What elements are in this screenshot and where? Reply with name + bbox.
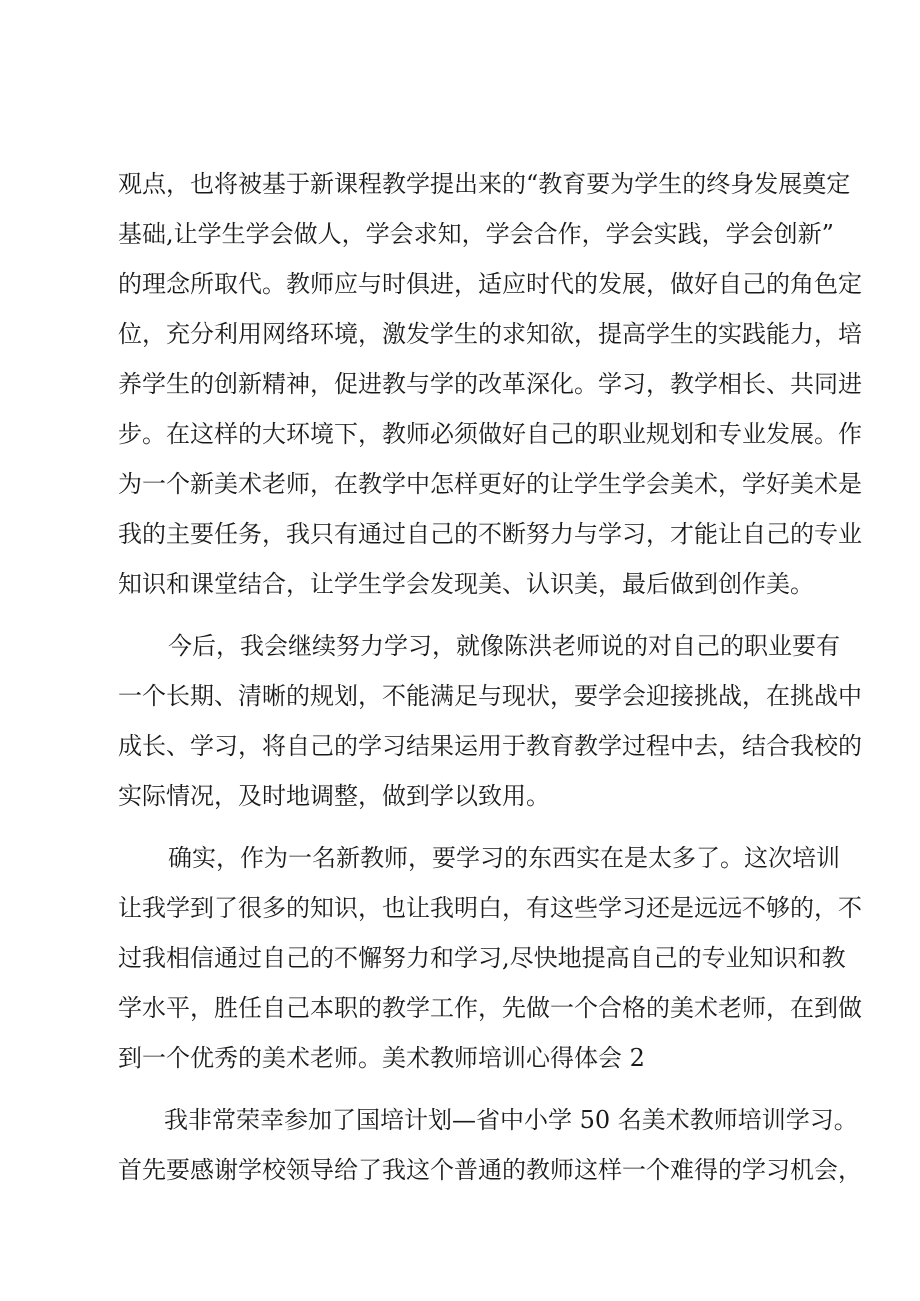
text-line: 到一个优秀的美术老师。美术教师培训心得体会 2: [118, 1044, 645, 1072]
text-line: 的理念所取代。教师应与时俱进，适应时代的发展，做好自己的角色定: [118, 270, 862, 298]
text-line: 观点，也将被基于新课程教学提出来的“教育要为学生的终身发展奠定: [118, 170, 851, 198]
text-line: 过我相信通过自己的不懈努力和学习,尽快地提高自己的专业知识和教: [118, 944, 846, 972]
text-line: 让我学到了很多的知识，也让我明白，有这些学习还是远远不够的，不: [118, 894, 862, 922]
text-line: 我的主要任务，我只有通过自己的不断努力与学习，才能让自己的专业: [118, 520, 862, 548]
paragraph-first-line: 确实，作为一名新教师，要学习的东西实在是太多了。这次培训: [168, 844, 840, 872]
text-line: 养学生的创新精神，促进教与学的改革深化。学习，教学相长、共同进: [118, 370, 862, 398]
text-line: 首先要感谢学校领导给了我这个普通的教师这样一个难得的学习机会，: [118, 1156, 862, 1184]
text-line: 为一个新美术老师，在教学中怎样更好的让学生学会美术，学好美术是: [118, 470, 862, 498]
text-line: 学水平，胜任自己本职的教学工作，先做一个合格的美术老师，在到做: [118, 994, 862, 1022]
paragraph-first-line: 今后，我会继续努力学习，就像陈洪老师说的对自己的职业要有: [168, 632, 840, 660]
text-line: 成长、学习，将自己的学习结果运用于教育教学过程中去，结合我校的: [118, 732, 862, 760]
text-line: 步。在这样的大环境下，教师必须做好自己的职业规划和专业发展。作: [118, 420, 862, 448]
text-line: 一个长期、清晰的规划，不能满足与现状，要学会迎接挑战，在挑战中: [118, 682, 862, 710]
text-line: 位，充分利用网络环境，激发学生的求知欲，提高学生的实践能力，培: [118, 320, 862, 348]
text-line: 知识和课堂结合，让学生学会发现美、认识美，最后做到创作美。: [118, 570, 814, 598]
paragraph-first-line: 我非常荣幸参加了国培计划—省中小学 50 名美术教师培训学习。: [164, 1106, 858, 1134]
text-line: 基础,让学生学会做人，学会求知，学会合作，学会实践，学会创新”: [118, 220, 834, 248]
text-line: 实际情况，及时地调整，做到学以致用。: [118, 782, 550, 810]
